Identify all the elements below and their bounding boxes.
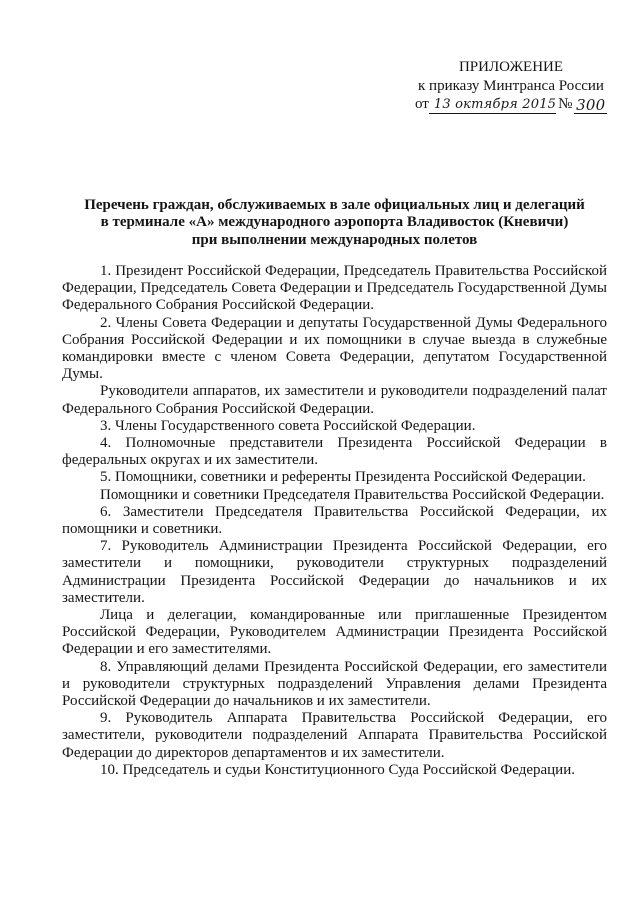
title-line-1: Перечень граждан, обслуживаемых в зале официальных лиц и делегаций <box>84 196 585 213</box>
paragraph-item-7: 7. Руководитель Администрации Президента Российской Федерации, его заместители и помощники, руководители структурных подразделений Администрации Президента Российской Федерации до начальников и их заместители. <box>62 538 607 606</box>
handwritten-order-number: 300 <box>576 95 606 114</box>
paragraph-item-5: 5. Помощники, советники и референты Президента Российской Федерации. <box>100 469 586 486</box>
paragraph-item-2-addendum: Руководители аппаратов, их заместители и руководители подразделений палат Федерального Собрания Российской Федерации. <box>62 383 607 417</box>
paragraph-item-8: 8. Управляющий делами Президента Российской Федерации, его заместители и руководители структурных подразделений Управления делами Президента Российской Федерации до начальников и их заместители. <box>62 658 607 710</box>
paragraph-item-7-addendum: Лица и делегации, командированные или приглашенные Президентом Российской Федерации, Руководителем Администрации Президента Российской Федерации и его заместителями. <box>62 607 607 658</box>
paragraph-item-6: 6. Заместители Председателя Правительства Российской Федерации, их помощники и советники. <box>62 503 607 538</box>
paragraph-item-4: 4. Полномочные представители Президента Российской Федерации в федеральных округах и их заместители. <box>62 435 607 469</box>
appendix-header <box>415 58 607 114</box>
paragraph-item-2: 2. Члены Совета Федерации и депутаты Государственной Думы Федерального Собрания Российской Федерации и их помощники в случае выезда в служебные командировки вместе с членом Совета Федерации, депутатом Государственной Думы. <box>62 314 607 383</box>
document-body <box>62 263 607 779</box>
document-title <box>62 197 607 250</box>
paragraph-item-9: 9. Руководитель Аппарата Правительства Российской Федерации, его заместители, руководители подразделений Аппарата Правительства Российской Федерации до директоров департаментов и их заместители. <box>62 710 607 761</box>
paragraph-item-1: 1. Президент Российской Федерации, Председатель Правительства Российской Федерации, Председатель Совета Федерации и Председатель Государственной Думы Федерального Собрания Российской Федерации. <box>62 263 607 314</box>
order-reference: к приказу Минтранса России <box>418 77 604 94</box>
number-sign: № <box>558 96 573 112</box>
handwritten-date: 13 октября 2015 <box>429 97 556 114</box>
order-date-line <box>415 95 607 114</box>
title-line-3: при выполнении международных полетов <box>191 231 478 248</box>
paragraph-item-3: 3. Члены Государственного совета Российской Федерации. <box>100 417 476 434</box>
paragraph-item-5-addendum: Помощники и советники Председателя Правительства Российской Федерации. <box>100 486 605 503</box>
paragraph-item-10: 10. Председатель и судьи Конституционного Суда Российской Федерации. <box>100 761 575 778</box>
appendix-heading: ПРИЛОЖЕНИЕ <box>458 59 564 75</box>
date-prefix: от <box>415 96 429 112</box>
title-line-2: в терминале «А» международного аэропорта Владивосток (Кневичи) <box>100 214 569 230</box>
